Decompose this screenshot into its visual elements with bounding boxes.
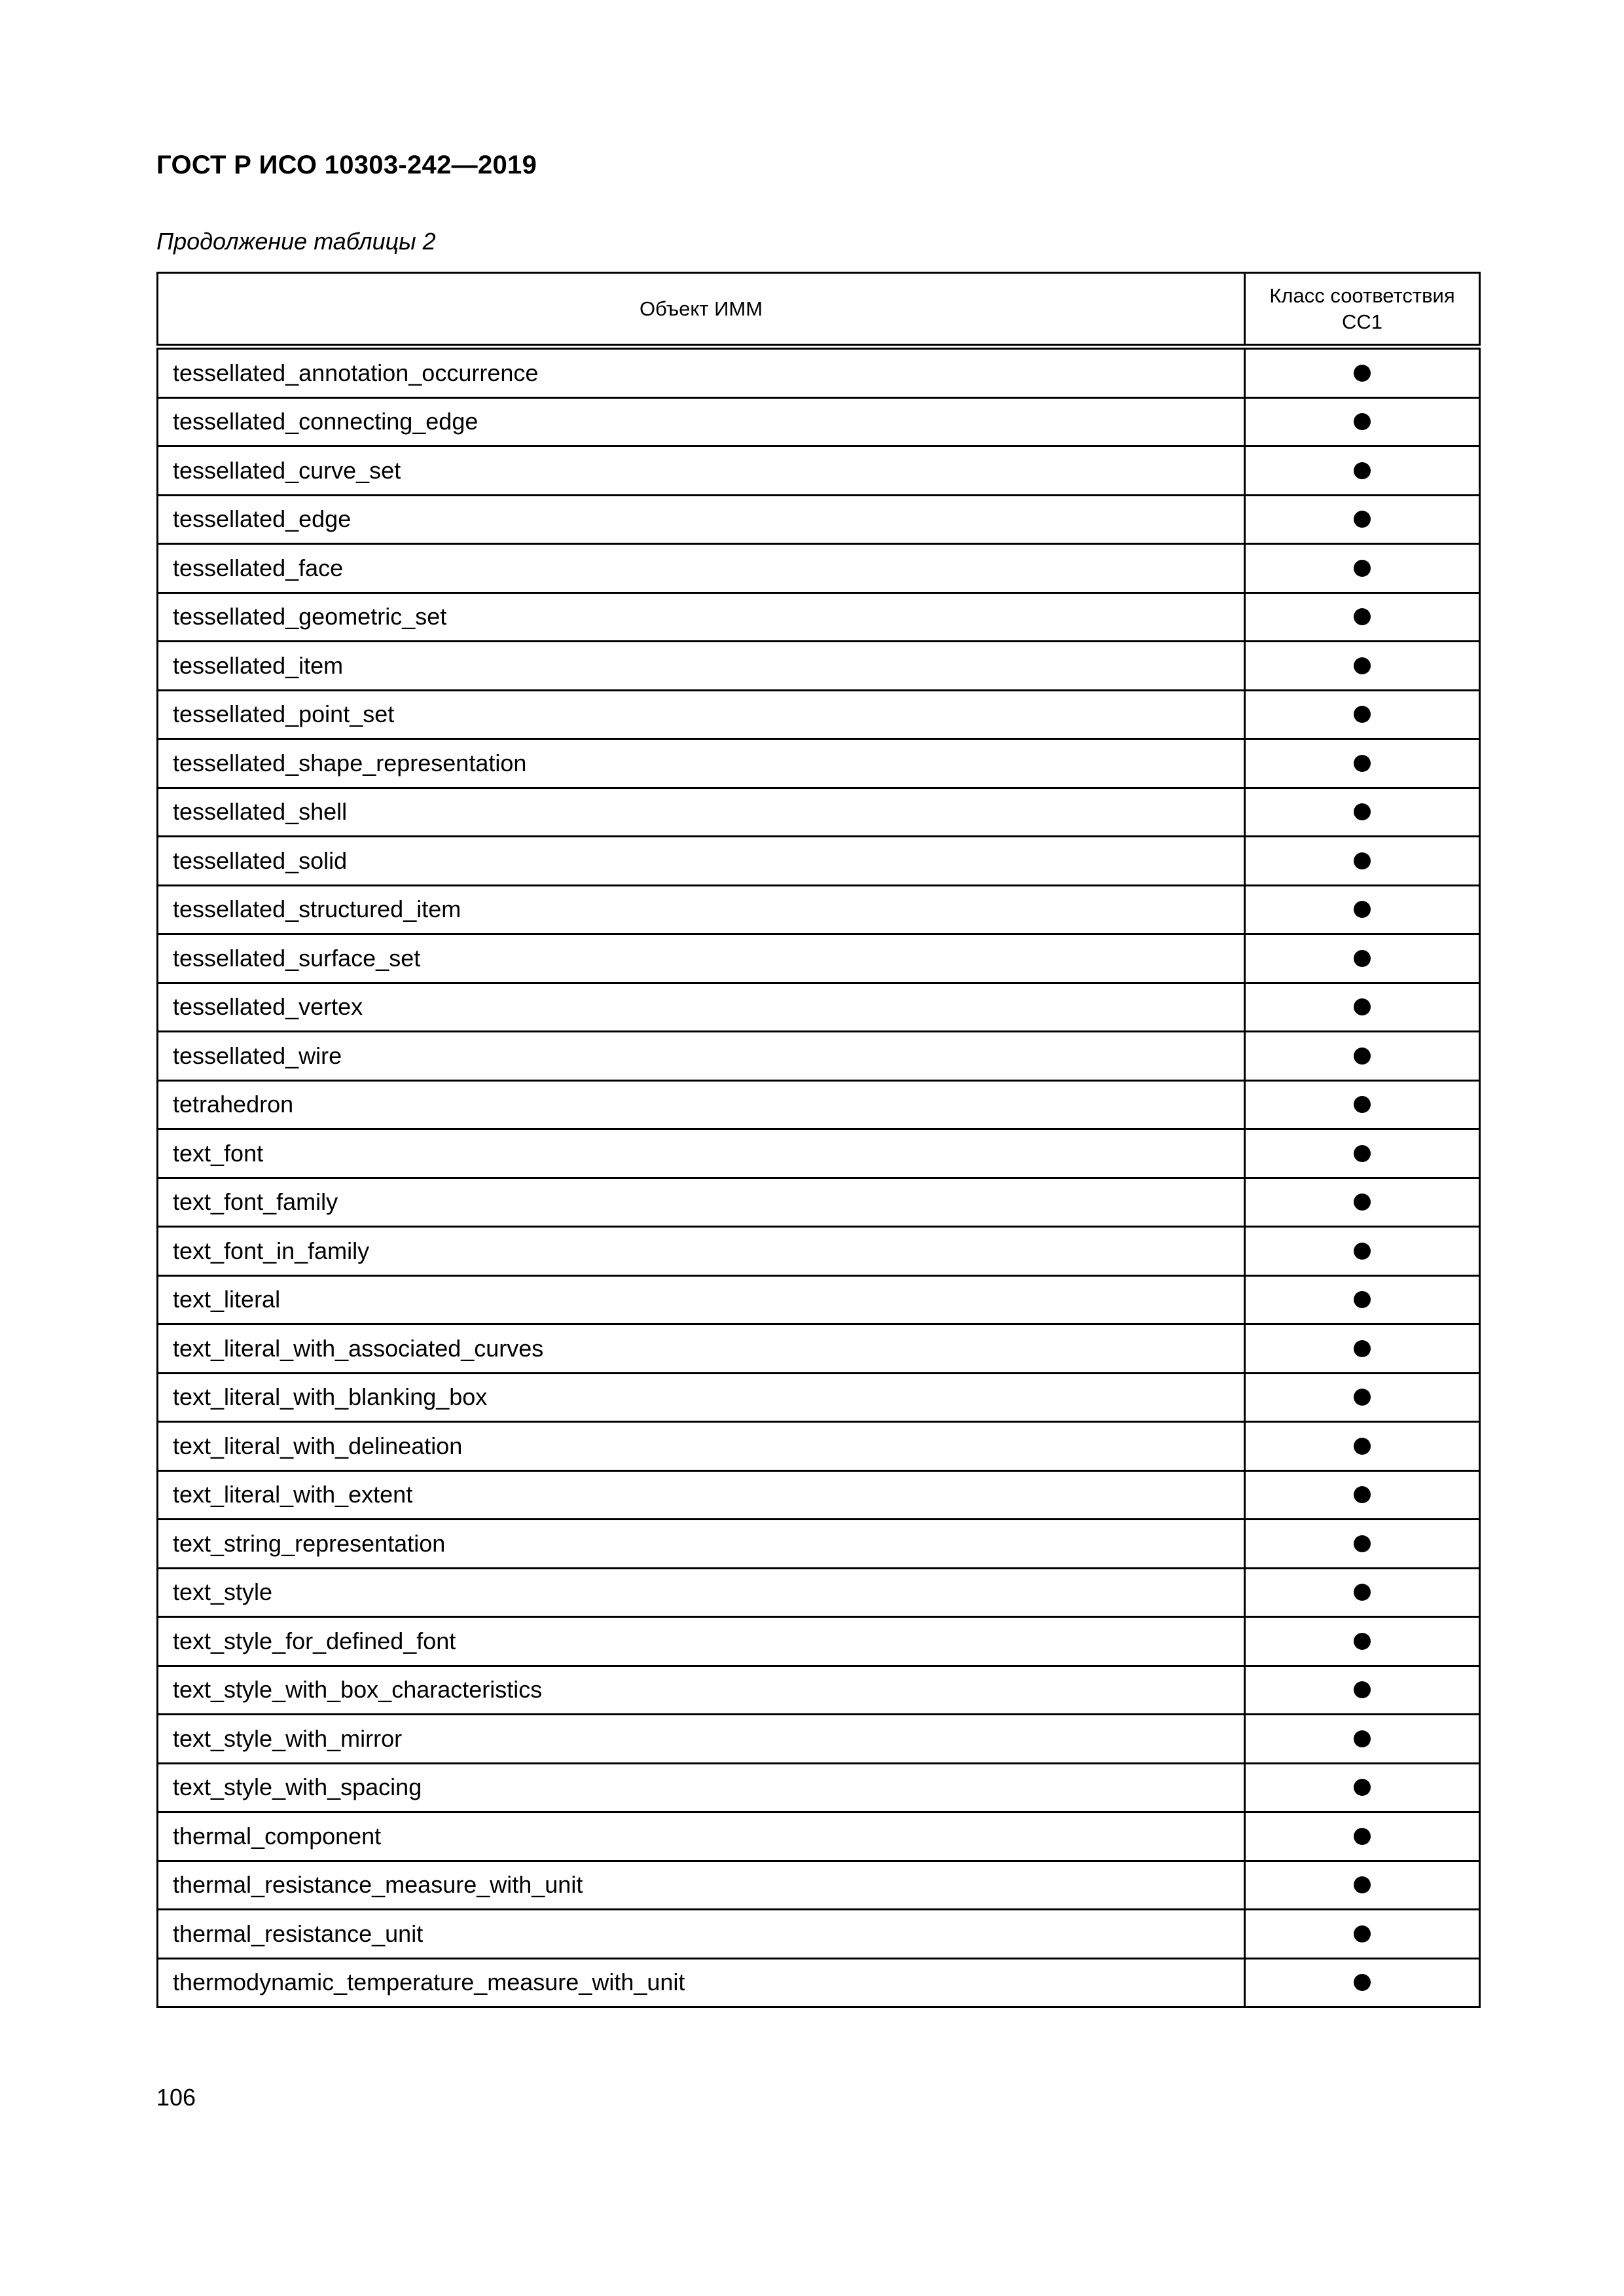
table-row [158, 347, 1480, 398]
table-row [158, 1666, 1480, 1715]
entity-name: tessellated_wire [158, 1032, 1245, 1081]
table-row [158, 446, 1480, 496]
filled-circle-icon [1354, 1340, 1371, 1357]
entity-name: tetrahedron [158, 1080, 1245, 1129]
table-row [158, 934, 1480, 983]
conformance-mark-cell [1245, 592, 1480, 642]
table-row [158, 1227, 1480, 1276]
entity-name: tessellated_annotation_occurrence [158, 347, 1245, 398]
table-row [158, 885, 1480, 934]
entity-name: text_font_family [158, 1178, 1245, 1227]
table-row [158, 690, 1480, 739]
filled-circle-icon [1354, 1633, 1371, 1650]
conformance-mark-cell [1245, 1178, 1480, 1227]
filled-circle-icon [1354, 1096, 1371, 1113]
conformance-class-code: CC1 [1341, 310, 1382, 333]
conformance-table [156, 272, 1481, 2008]
filled-circle-icon [1354, 462, 1371, 479]
filled-circle-icon [1354, 1291, 1371, 1308]
entity-name: tessellated_item [158, 642, 1245, 691]
conformance-mark-cell [1245, 1520, 1480, 1569]
entity-name: text_style_with_mirror [158, 1715, 1245, 1764]
table-header-row [158, 273, 1480, 347]
entity-name: text_literal_with_blanking_box [158, 1373, 1245, 1422]
table-row [158, 1812, 1480, 1861]
table-row [158, 1958, 1480, 2007]
entity-name: text_literal_with_associated_curves [158, 1324, 1245, 1374]
conformance-mark-cell [1245, 397, 1480, 446]
filled-circle-icon [1354, 852, 1371, 869]
table-row [158, 1568, 1480, 1617]
conformance-mark-cell [1245, 1032, 1480, 1081]
conformance-mark-cell [1245, 690, 1480, 739]
document-header: ГОСТ Р ИСО 10303-242—2019 [156, 151, 537, 179]
entity-name: tessellated_face [158, 544, 1245, 593]
entity-name: tessellated_vertex [158, 983, 1245, 1032]
table-row [158, 1178, 1480, 1227]
filled-circle-icon [1354, 560, 1371, 577]
table-row [158, 837, 1480, 886]
conformance-mark-cell [1245, 1227, 1480, 1276]
table-row [158, 592, 1480, 642]
filled-circle-icon [1354, 901, 1371, 918]
conformance-mark-cell [1245, 1666, 1480, 1715]
table-row [158, 788, 1480, 837]
conformance-mark-cell [1245, 544, 1480, 593]
filled-circle-icon [1354, 365, 1371, 382]
filled-circle-icon [1354, 1876, 1371, 1893]
conformance-mark-cell [1245, 1422, 1480, 1471]
conformance-mark-cell [1245, 1129, 1480, 1178]
table-row [158, 1129, 1480, 1178]
filled-circle-icon [1354, 1535, 1371, 1552]
filled-circle-icon [1354, 1925, 1371, 1942]
entity-name: text_style_with_spacing [158, 1763, 1245, 1812]
table-body [158, 347, 1480, 2007]
filled-circle-icon [1354, 1974, 1371, 1991]
entity-name: text_literal [158, 1275, 1245, 1324]
conformance-mark-cell [1245, 1763, 1480, 1812]
conformance-mark-cell [1245, 1373, 1480, 1422]
entity-name: text_literal_with_delineation [158, 1422, 1245, 1471]
conformance-mark-cell [1245, 1080, 1480, 1129]
table-row [158, 544, 1480, 593]
filled-circle-icon [1354, 1730, 1371, 1747]
conformance-mark-cell [1245, 934, 1480, 983]
filled-circle-icon [1354, 1194, 1371, 1211]
entity-name: thermal_resistance_measure_with_unit [158, 1861, 1245, 1910]
filled-circle-icon [1354, 1779, 1371, 1796]
entity-name: tessellated_solid [158, 837, 1245, 886]
filled-circle-icon [1354, 998, 1371, 1015]
table-row [158, 1715, 1480, 1764]
filled-circle-icon [1354, 1828, 1371, 1845]
filled-circle-icon [1354, 608, 1371, 625]
table-row [158, 1275, 1480, 1324]
conformance-mark-cell [1245, 739, 1480, 788]
filled-circle-icon [1354, 657, 1371, 674]
entity-name: tessellated_connecting_edge [158, 397, 1245, 446]
conformance-mark-cell [1245, 788, 1480, 837]
column-header-object: Объект ИММ [158, 273, 1245, 347]
filled-circle-icon [1354, 413, 1371, 430]
entity-name: text_font_in_family [158, 1227, 1245, 1276]
table-row [158, 1470, 1480, 1520]
conformance-mark-cell [1245, 983, 1480, 1032]
table-caption: Продолжение таблицы 2 [156, 228, 436, 255]
conformance-mark-cell [1245, 1617, 1480, 1666]
entity-name: text_string_representation [158, 1520, 1245, 1569]
table-row [158, 1520, 1480, 1569]
conformance-mark-cell [1245, 1324, 1480, 1374]
filled-circle-icon [1354, 803, 1371, 820]
page-number: 106 [156, 2084, 196, 2111]
table-row [158, 1080, 1480, 1129]
filled-circle-icon [1354, 950, 1371, 967]
conformance-mark-cell [1245, 1812, 1480, 1861]
table-row [158, 1032, 1480, 1081]
filled-circle-icon [1354, 1584, 1371, 1601]
entity-name: text_style [158, 1568, 1245, 1617]
table-row [158, 1763, 1480, 1812]
table-row [158, 1617, 1480, 1666]
entity-name: text_style_for_defined_font [158, 1617, 1245, 1666]
conformance-mark-cell [1245, 446, 1480, 496]
entity-name: tessellated_surface_set [158, 934, 1245, 983]
table-row [158, 1861, 1480, 1910]
table-row [158, 397, 1480, 446]
conformance-class-label: Класс соответствия [1269, 283, 1455, 307]
filled-circle-icon [1354, 1145, 1371, 1162]
filled-circle-icon [1354, 706, 1371, 723]
entity-name: thermal_component [158, 1812, 1245, 1861]
filled-circle-icon [1354, 1486, 1371, 1503]
entity-name: text_style_with_box_characteristics [158, 1666, 1245, 1715]
conformance-mark-cell [1245, 642, 1480, 691]
entity-name: tessellated_structured_item [158, 885, 1245, 934]
entity-name: tessellated_point_set [158, 690, 1245, 739]
conformance-mark-cell [1245, 1910, 1480, 1959]
filled-circle-icon [1354, 511, 1371, 528]
conformance-mark-cell [1245, 1958, 1480, 2007]
conformance-mark-cell [1245, 837, 1480, 886]
column-header-conformance-class [1245, 273, 1480, 347]
filled-circle-icon [1354, 755, 1371, 772]
conformance-mark-cell [1245, 1470, 1480, 1520]
entity-name: tessellated_geometric_set [158, 592, 1245, 642]
table-row [158, 1910, 1480, 1959]
table-row [158, 983, 1480, 1032]
table-row [158, 495, 1480, 544]
conformance-mark-cell [1245, 495, 1480, 544]
conformance-mark-cell [1245, 885, 1480, 934]
table-row [158, 642, 1480, 691]
entity-name: thermodynamic_temperature_measure_with_unit [158, 1958, 1245, 2007]
entity-name: text_literal_with_extent [158, 1470, 1245, 1520]
conformance-mark-cell [1245, 1715, 1480, 1764]
filled-circle-icon [1354, 1048, 1371, 1065]
table-row [158, 1373, 1480, 1422]
table-row [158, 739, 1480, 788]
filled-circle-icon [1354, 1389, 1371, 1406]
entity-name: tessellated_shell [158, 788, 1245, 837]
entity-name: tessellated_shape_representation [158, 739, 1245, 788]
entity-name: tessellated_curve_set [158, 446, 1245, 496]
conformance-mark-cell [1245, 347, 1480, 398]
conformance-mark-cell [1245, 1568, 1480, 1617]
filled-circle-icon [1354, 1681, 1371, 1698]
entity-name: text_font [158, 1129, 1245, 1178]
table-row [158, 1324, 1480, 1374]
filled-circle-icon [1354, 1243, 1371, 1260]
filled-circle-icon [1354, 1438, 1371, 1455]
conformance-mark-cell [1245, 1275, 1480, 1324]
entity-name: thermal_resistance_unit [158, 1910, 1245, 1959]
table-row [158, 1422, 1480, 1471]
conformance-mark-cell [1245, 1861, 1480, 1910]
entity-name: tessellated_edge [158, 495, 1245, 544]
